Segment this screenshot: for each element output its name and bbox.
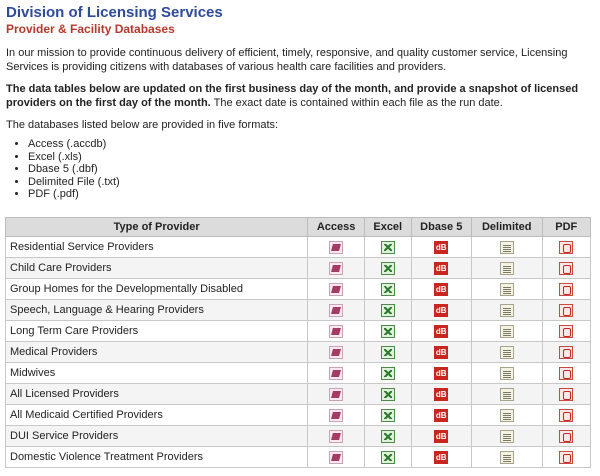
access-download-icon[interactable] [329, 409, 343, 422]
access-cell [308, 426, 365, 447]
excel-cell [364, 321, 411, 342]
pdf-cell [542, 363, 590, 384]
excel-cell [364, 405, 411, 426]
dbase-cell [411, 321, 471, 342]
excel-download-icon[interactable] [381, 241, 395, 254]
dbase-cell [411, 258, 471, 279]
access-cell [308, 405, 365, 426]
pdf-download-icon[interactable] [559, 304, 573, 317]
dbase-download-icon[interactable]: dB [435, 242, 447, 252]
dbase-cell [411, 342, 471, 363]
access-cell [308, 363, 365, 384]
excel-download-icon[interactable] [381, 283, 395, 296]
delimited-download-icon[interactable] [500, 304, 514, 317]
dbase-cell [411, 279, 471, 300]
excel-download-icon[interactable] [381, 388, 395, 401]
delimited-download-icon[interactable] [500, 346, 514, 359]
table-row [6, 279, 591, 300]
pdf-download-icon[interactable] [559, 430, 573, 443]
delimited-cell [471, 447, 542, 468]
pdf-cell [542, 300, 590, 321]
dbase-download-icon[interactable]: dB [435, 410, 447, 420]
header-pdf: PDF [542, 218, 590, 237]
excel-download-icon[interactable] [381, 325, 395, 338]
table-header-row [6, 218, 591, 237]
excel-cell [364, 426, 411, 447]
pdf-cell [542, 342, 590, 363]
excel-download-icon[interactable] [381, 451, 395, 464]
format-item: • Delimited File (.txt) [28, 176, 594, 189]
access-download-icon[interactable] [329, 451, 343, 464]
delimited-download-icon[interactable] [500, 430, 514, 443]
table-row [6, 300, 591, 321]
pdf-download-icon[interactable] [559, 325, 573, 338]
header-dbase: Dbase 5 [411, 218, 471, 237]
access-cell [308, 279, 365, 300]
provider-type-cell: All Licensed Providers [6, 384, 308, 405]
excel-download-icon[interactable] [381, 304, 395, 317]
access-cell [308, 321, 365, 342]
pdf-download-icon[interactable] [559, 241, 573, 254]
dbase-cell [411, 384, 471, 405]
excel-download-icon[interactable] [381, 430, 395, 443]
delimited-download-icon[interactable] [500, 283, 514, 296]
table-row [6, 426, 591, 447]
delimited-download-icon[interactable] [500, 388, 514, 401]
pdf-download-icon[interactable] [559, 262, 573, 275]
update-note [6, 82, 594, 110]
pdf-download-icon[interactable] [559, 388, 573, 401]
format-item: • Excel (.xls) [28, 151, 594, 164]
delimited-cell [471, 384, 542, 405]
delimited-cell [471, 258, 542, 279]
excel-download-icon[interactable] [381, 346, 395, 359]
provider-type-cell: Medical Providers [6, 342, 308, 363]
pdf-download-icon[interactable] [559, 367, 573, 380]
table-row [6, 237, 591, 258]
table-row [6, 258, 591, 279]
access-cell [308, 258, 365, 279]
pdf-cell [542, 279, 590, 300]
dbase-cell [411, 426, 471, 447]
header-excel: Excel [364, 218, 411, 237]
access-download-icon[interactable] [329, 262, 343, 275]
excel-cell [364, 279, 411, 300]
pdf-cell [542, 237, 590, 258]
provider-table [5, 217, 591, 468]
page-title: Division of Licensing Services [6, 4, 223, 21]
format-item: • PDF (.pdf) [28, 188, 594, 201]
delimited-download-icon[interactable] [500, 409, 514, 422]
excel-cell [364, 342, 411, 363]
dbase-download-icon[interactable]: dB [435, 263, 447, 273]
delimited-cell [471, 405, 542, 426]
delimited-cell [471, 426, 542, 447]
access-download-icon[interactable] [329, 430, 343, 443]
dbase-download-icon[interactable]: dB [435, 368, 447, 378]
access-download-icon[interactable] [329, 241, 343, 254]
delimited-download-icon[interactable] [500, 262, 514, 275]
format-item: • Dbase 5 (.dbf) [28, 163, 594, 176]
delimited-cell [471, 342, 542, 363]
access-download-icon[interactable] [329, 367, 343, 380]
dbase-download-icon[interactable]: dB [435, 389, 447, 399]
dbase-download-icon[interactable]: dB [435, 284, 447, 294]
table-body [6, 237, 591, 468]
access-cell [308, 300, 365, 321]
delimited-download-icon[interactable] [500, 325, 514, 338]
dbase-download-icon[interactable]: dB [435, 305, 447, 315]
delimited-cell [471, 321, 542, 342]
format-item: • Access (.accdb) [28, 138, 594, 151]
delimited-cell [471, 279, 542, 300]
table-row [6, 363, 591, 384]
table-row [6, 384, 591, 405]
pdf-download-icon[interactable] [559, 451, 573, 464]
table-row [6, 342, 591, 363]
access-download-icon[interactable] [329, 283, 343, 296]
dbase-download-icon[interactable]: dB [435, 326, 447, 336]
formats-intro: The databases listed below are provided in five formats: [6, 119, 279, 131]
pdf-cell [542, 384, 590, 405]
provider-type-cell: Speech, Language & Hearing Providers [6, 300, 308, 321]
excel-download-icon[interactable] [381, 367, 395, 380]
dbase-cell [411, 405, 471, 426]
delimited-cell [471, 363, 542, 384]
formats-list [6, 138, 594, 201]
excel-cell [364, 447, 411, 468]
delimited-download-icon[interactable] [500, 241, 514, 254]
access-download-icon[interactable] [329, 346, 343, 359]
header-access: Access [308, 218, 365, 237]
table-row [6, 405, 591, 426]
dbase-cell [411, 237, 471, 258]
excel-download-icon[interactable] [381, 262, 395, 275]
delimited-download-icon[interactable] [500, 451, 514, 464]
access-download-icon[interactable] [329, 388, 343, 401]
dbase-cell [411, 363, 471, 384]
excel-download-icon[interactable] [381, 409, 395, 422]
pdf-cell [542, 321, 590, 342]
excel-cell [364, 237, 411, 258]
dbase-download-icon[interactable]: dB [435, 431, 447, 441]
page [0, 0, 600, 201]
access-cell [308, 384, 365, 405]
pdf-cell [542, 405, 590, 426]
pdf-download-icon[interactable] [559, 409, 573, 422]
dbase-cell [411, 447, 471, 468]
provider-type-cell: All Medicaid Certified Providers [6, 405, 308, 426]
table-row [6, 321, 591, 342]
dbase-cell [411, 300, 471, 321]
excel-cell [364, 258, 411, 279]
access-download-icon[interactable] [329, 304, 343, 317]
provider-type-cell: Group Homes for the Developmentally Disabled [6, 279, 308, 300]
pdf-cell [542, 426, 590, 447]
header-type-of-provider: Type of Provider [6, 218, 308, 237]
delimited-download-icon[interactable] [500, 367, 514, 380]
access-cell [308, 447, 365, 468]
excel-cell [364, 363, 411, 384]
provider-type-cell: Long Term Care Providers [6, 321, 308, 342]
provider-type-cell: Child Care Providers [6, 258, 308, 279]
page-subtitle: Provider & Facility Databases [6, 22, 175, 36]
provider-type-cell: Domestic Violence Treatment Providers [6, 447, 308, 468]
pdf-download-icon[interactable] [559, 283, 573, 296]
pdf-cell [542, 258, 590, 279]
dbase-download-icon[interactable]: dB [435, 347, 447, 357]
provider-type-cell: Midwives [6, 363, 308, 384]
access-cell [308, 342, 365, 363]
provider-type-cell: DUI Service Providers [6, 426, 308, 447]
delimited-cell [471, 237, 542, 258]
pdf-download-icon[interactable] [559, 346, 573, 359]
excel-cell [364, 384, 411, 405]
dbase-download-icon[interactable]: dB [435, 452, 447, 462]
intro-paragraph: In our mission to provide continuous delivery of efficient, timely, responsive, and quality customer service, Licensing Services is providing citizens with databases of various health care facilities and providers. [6, 47, 568, 73]
update-note-normal: The exact date is contained within each file as the run date. [210, 97, 503, 109]
access-download-icon[interactable] [329, 325, 343, 338]
update-note-bold: The data tables below are updated on the first business day of the month, and provide a snapshot of licensed providers on the first day of the month. [6, 83, 579, 109]
access-cell [308, 237, 365, 258]
delimited-cell [471, 300, 542, 321]
provider-type-cell: Residential Service Providers [6, 237, 308, 258]
excel-cell [364, 300, 411, 321]
pdf-cell [542, 447, 590, 468]
table-row [6, 447, 591, 468]
header-delimited: Delimited [471, 218, 542, 237]
